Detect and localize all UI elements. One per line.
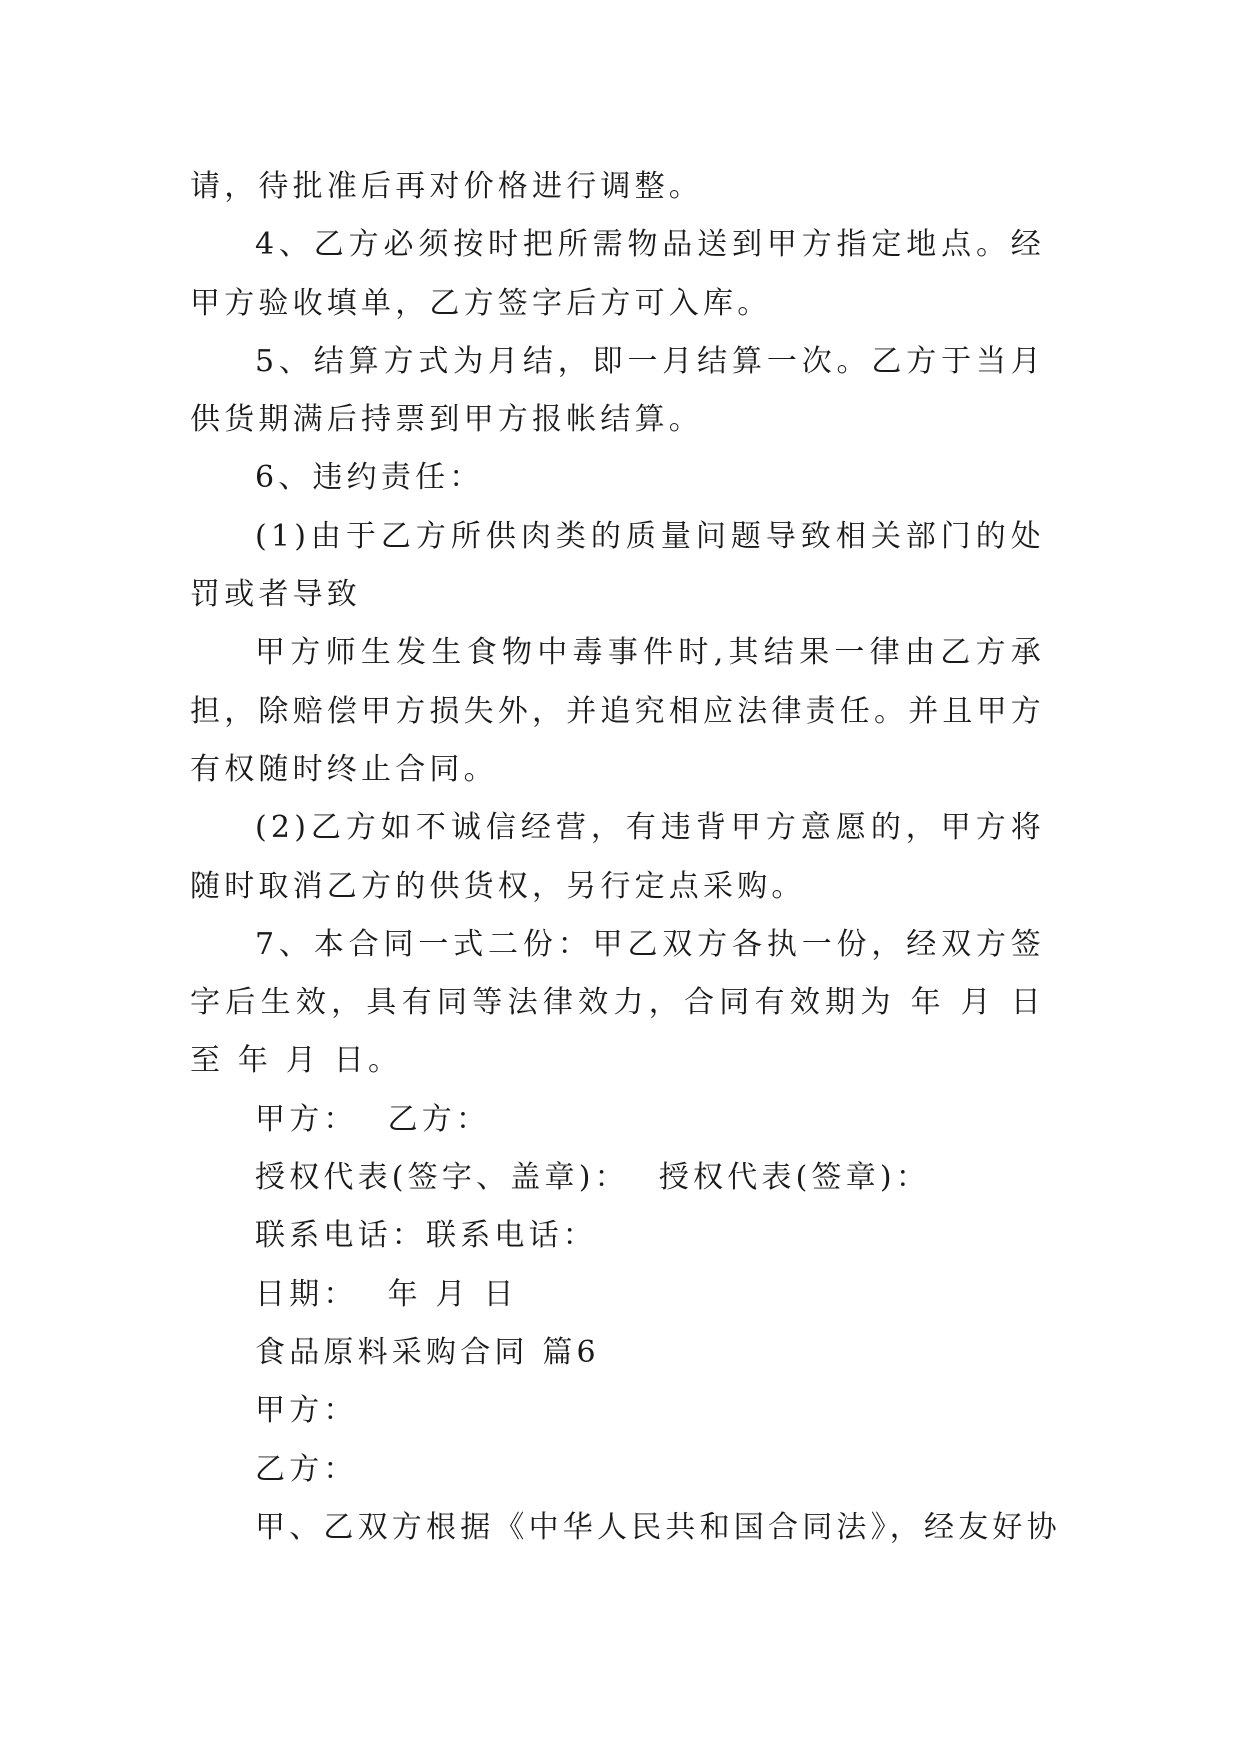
section-title: 食品原料采购合同 篇6	[255, 1334, 600, 1370]
phone-a-label: 联系电话：	[255, 1218, 426, 1254]
paragraph-contract-basis: 甲、乙双方根据《中华人民共和国合同法》，经友好协	[255, 1509, 1061, 1545]
paragraph-clause-6-1: (1)由于乙方所供肉类的质量问题导致相关部门的处罚或者导致	[190, 518, 1045, 613]
rep-a-label: 授权代表(签字、盖章)：	[255, 1160, 629, 1196]
paragraph-clause-5: 5、结算方式为月结，即一月结算一次。乙方于当月供货期满后持票到甲方报帐结算。	[190, 343, 1045, 438]
date-label: 日期：	[255, 1276, 358, 1312]
paragraph-clause-4: 4、乙方必须按时把所需物品送到甲方指定地点。经甲方验收填单，乙方签字后方可入库。	[190, 227, 1045, 321]
signature-parties-line	[190, 1091, 1045, 1149]
paragraph-clause-6: 6、违约责任：	[255, 460, 484, 496]
signature-representative-line	[190, 1149, 1045, 1207]
date-value: 年 月 日	[387, 1276, 518, 1312]
party-b-label: 乙方：	[387, 1101, 491, 1137]
paragraph-clause-6-1-cont: 甲方师生发生食物中毒事件时,其结果一律由乙方承担，除赔偿甲方损失外，并追究相应法律责任。并且甲方有权随时终止合同。	[190, 635, 1045, 787]
paragraph-price-adjustment: 请，待批准后再对价格进行调整。	[190, 169, 703, 204]
new-party-a-label: 甲方：	[255, 1393, 358, 1429]
paragraph-clause-6-2: (2)乙方如不诚信经营，有违背甲方意愿的，甲方将随时取消乙方的供货权，另行定点采购。	[190, 810, 1045, 904]
paragraph-clause-7: 7、本合同一式二份：甲乙双方各执一份，经双方签字后生效，具有同等法律效力，合同有效期为 年 月 日至 年 月 日。	[190, 926, 1045, 1079]
signature-phone-line	[190, 1207, 1045, 1265]
document-body	[190, 158, 1061, 1557]
new-party-b-label: 乙方：	[255, 1451, 358, 1487]
phone-b-label: 联系电话：	[426, 1218, 597, 1254]
rep-b-label: 授权代表(签章)：	[658, 1160, 931, 1196]
signature-date-line	[190, 1266, 1045, 1324]
party-a-label: 甲方：	[255, 1101, 358, 1137]
